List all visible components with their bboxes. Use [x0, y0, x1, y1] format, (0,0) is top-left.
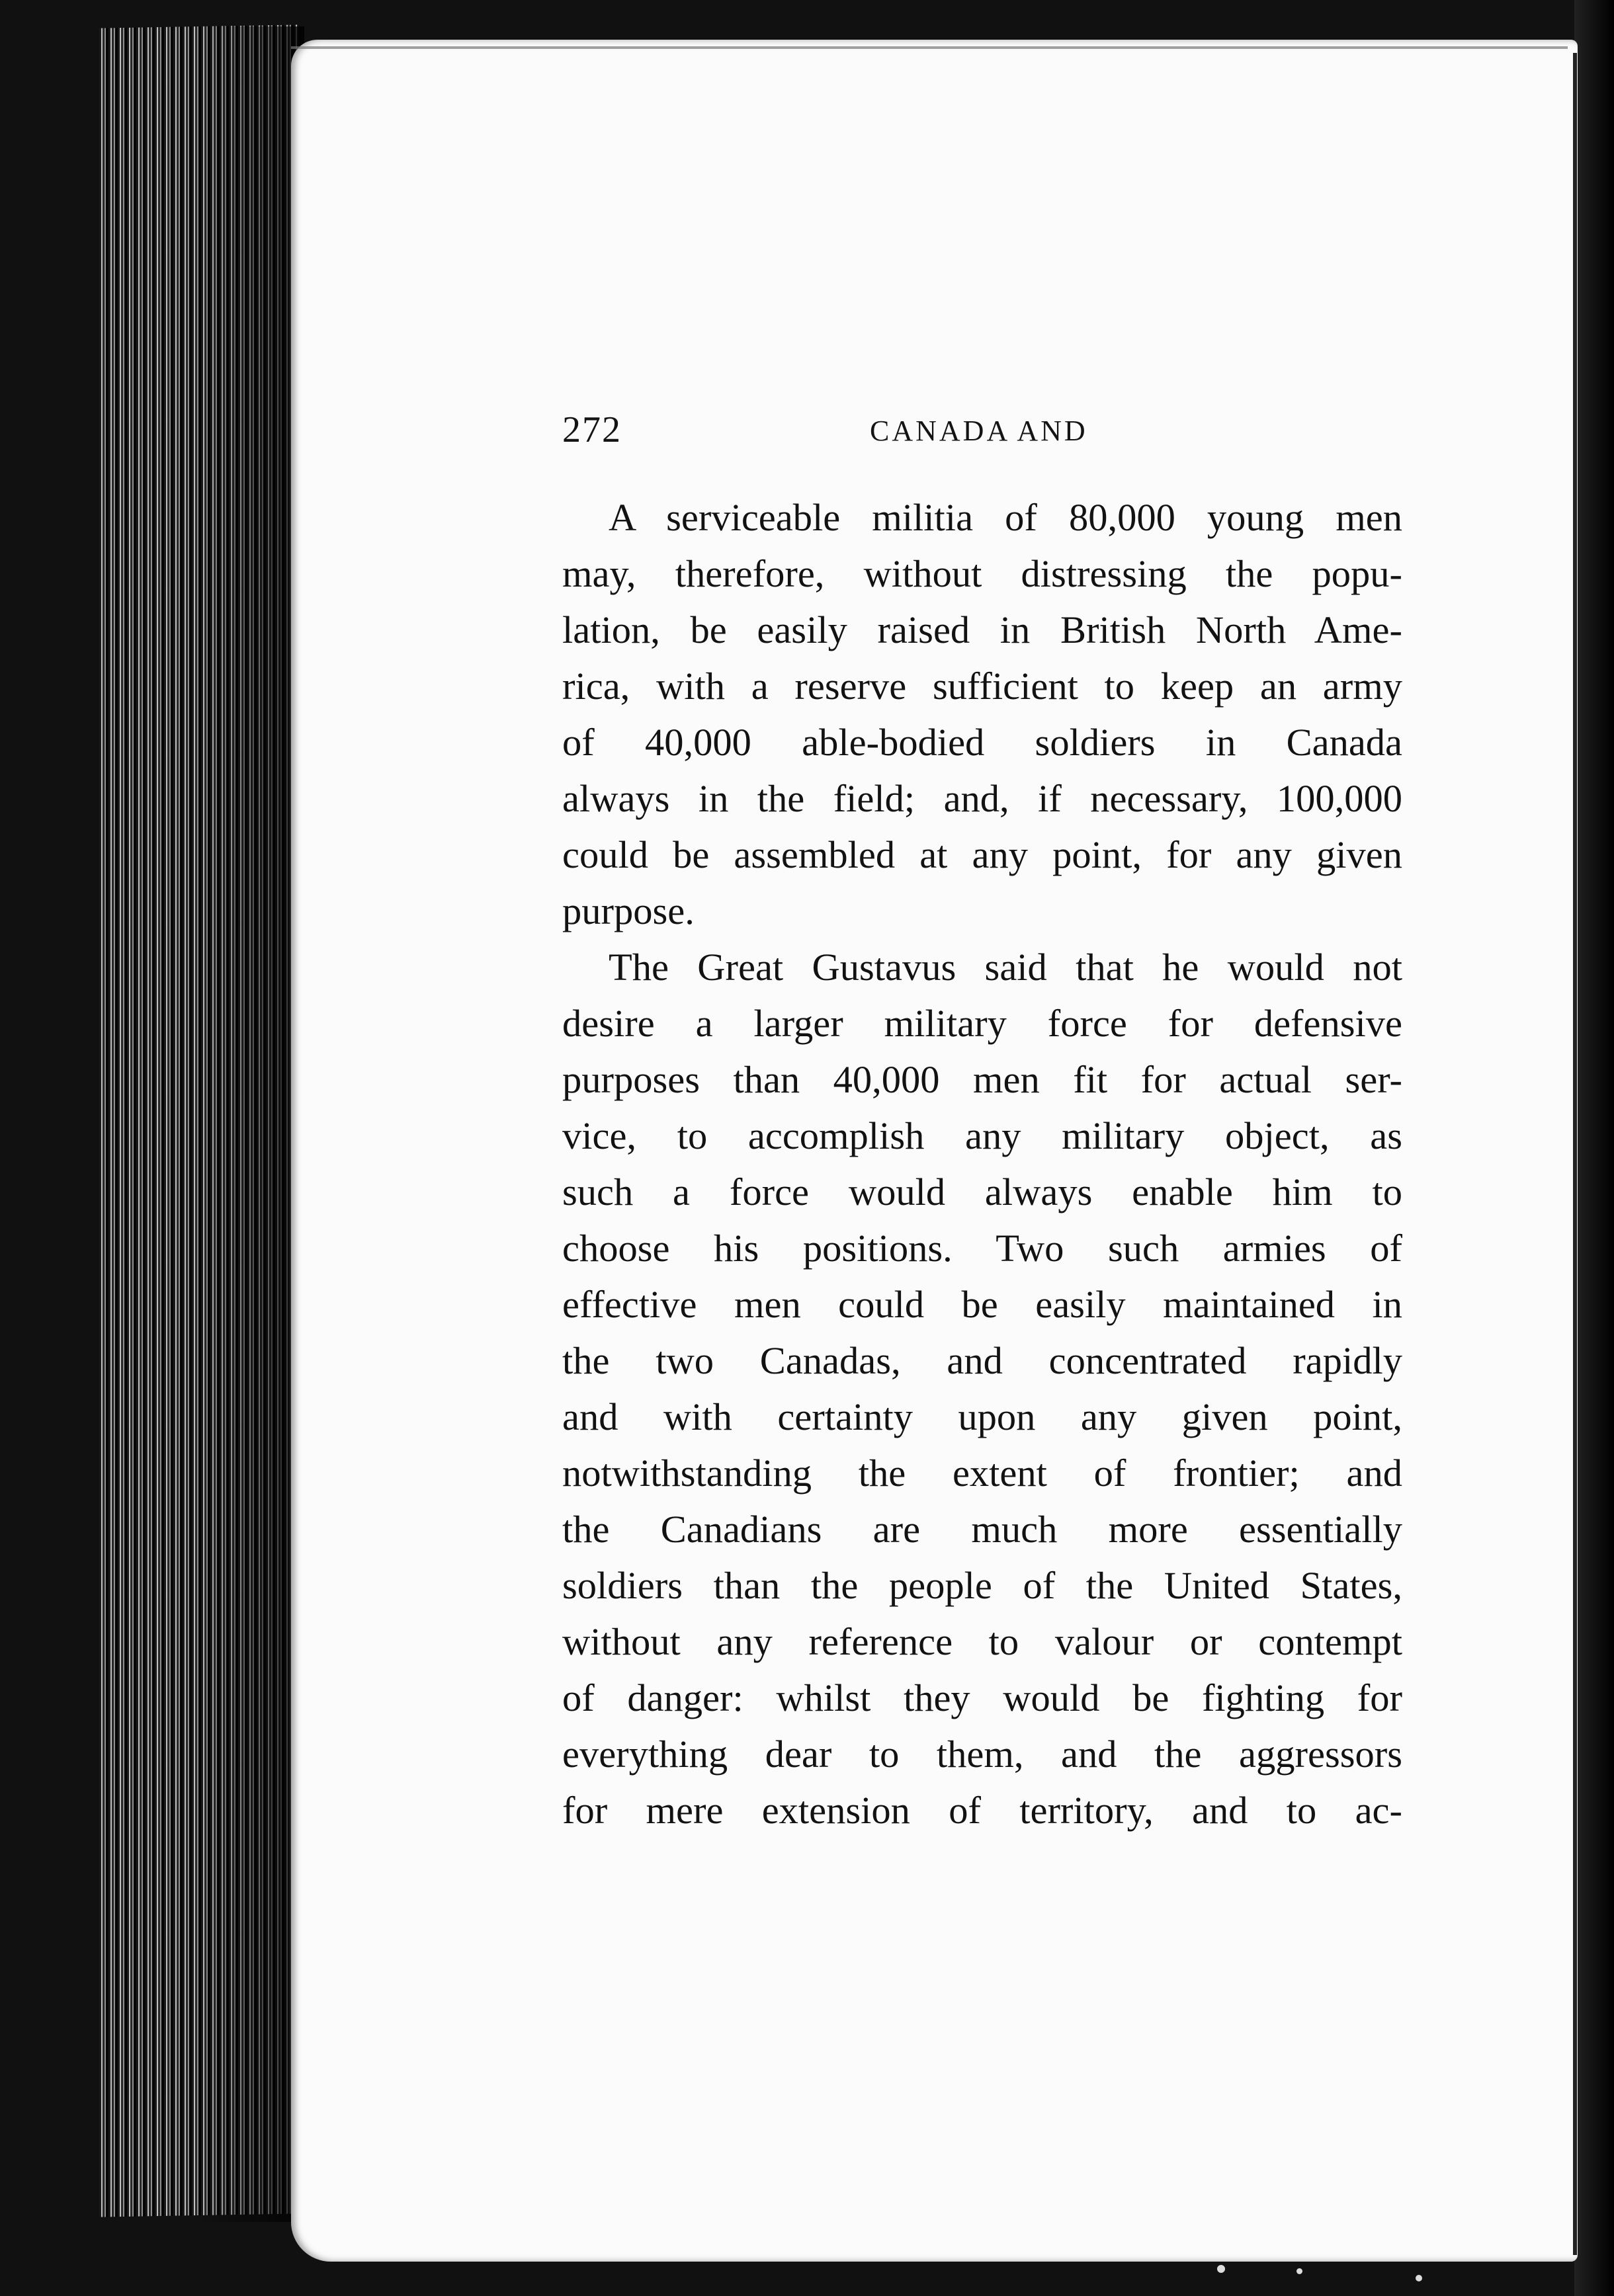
scan-speck: [1296, 2268, 1302, 2274]
text-line: of 40,000 able-bodied soldiers in Canada: [562, 721, 1402, 764]
text-line: purposes than 40,000 men fit for actual ser-: [562, 1058, 1402, 1101]
text-line: for mere extension of territory, and to ac-: [562, 1789, 1402, 1832]
text-line: notwithstanding the extent of frontier; and: [562, 1452, 1402, 1495]
text-line: rica, with a reserve sufficient to keep an army: [562, 665, 1402, 708]
text-line: purpose.: [562, 889, 695, 932]
text-line: everything dear to them, and the aggressors: [562, 1733, 1402, 1776]
text-line: may, therefore, without distressing the popu-: [562, 552, 1402, 595]
page-top-edge: [291, 46, 1568, 49]
page-header: [562, 409, 1435, 455]
page-number: 272: [562, 409, 622, 450]
gutter-shadow: [198, 26, 304, 2222]
scan-speck: [1217, 2265, 1225, 2273]
body-text: [562, 489, 1402, 1838]
text-line: the Canadians are much more essentially: [562, 1508, 1402, 1551]
text-line: the two Canadas, and concentrated rapidly: [562, 1339, 1402, 1382]
text-line: always in the field; and, if necessary, 100,000: [562, 777, 1402, 820]
text-line: without any reference to valour or contempt: [562, 1620, 1402, 1663]
right-dark-margin: [1574, 0, 1614, 2296]
text-line: of danger: whilst they would be fighting for: [562, 1676, 1402, 1719]
text-line: The Great Gustavus said that he would not: [609, 946, 1402, 989]
running-head: CANADA AND: [870, 415, 1088, 447]
text-line: vice, to accomplish any military object, as: [562, 1114, 1402, 1157]
page-right-edge: [1573, 53, 1577, 2255]
text-line: and with certainty upon any given point,: [562, 1395, 1402, 1438]
text-line: lation, be easily raised in British North Ame-: [562, 608, 1402, 651]
text-line: effective men could be easily maintained in: [562, 1283, 1402, 1326]
text-line: A serviceable militia of 80,000 young men: [609, 496, 1402, 539]
text-line: could be assembled at any point, for any given: [562, 833, 1402, 876]
text-line: choose his positions. Two such armies of: [562, 1227, 1402, 1270]
text-line: desire a larger military force for defensive: [562, 1002, 1402, 1045]
text-line: soldiers than the people of the United States,: [562, 1564, 1402, 1607]
scan-speck: [1416, 2275, 1422, 2281]
text-line: such a force would always enable him to: [562, 1170, 1402, 1213]
